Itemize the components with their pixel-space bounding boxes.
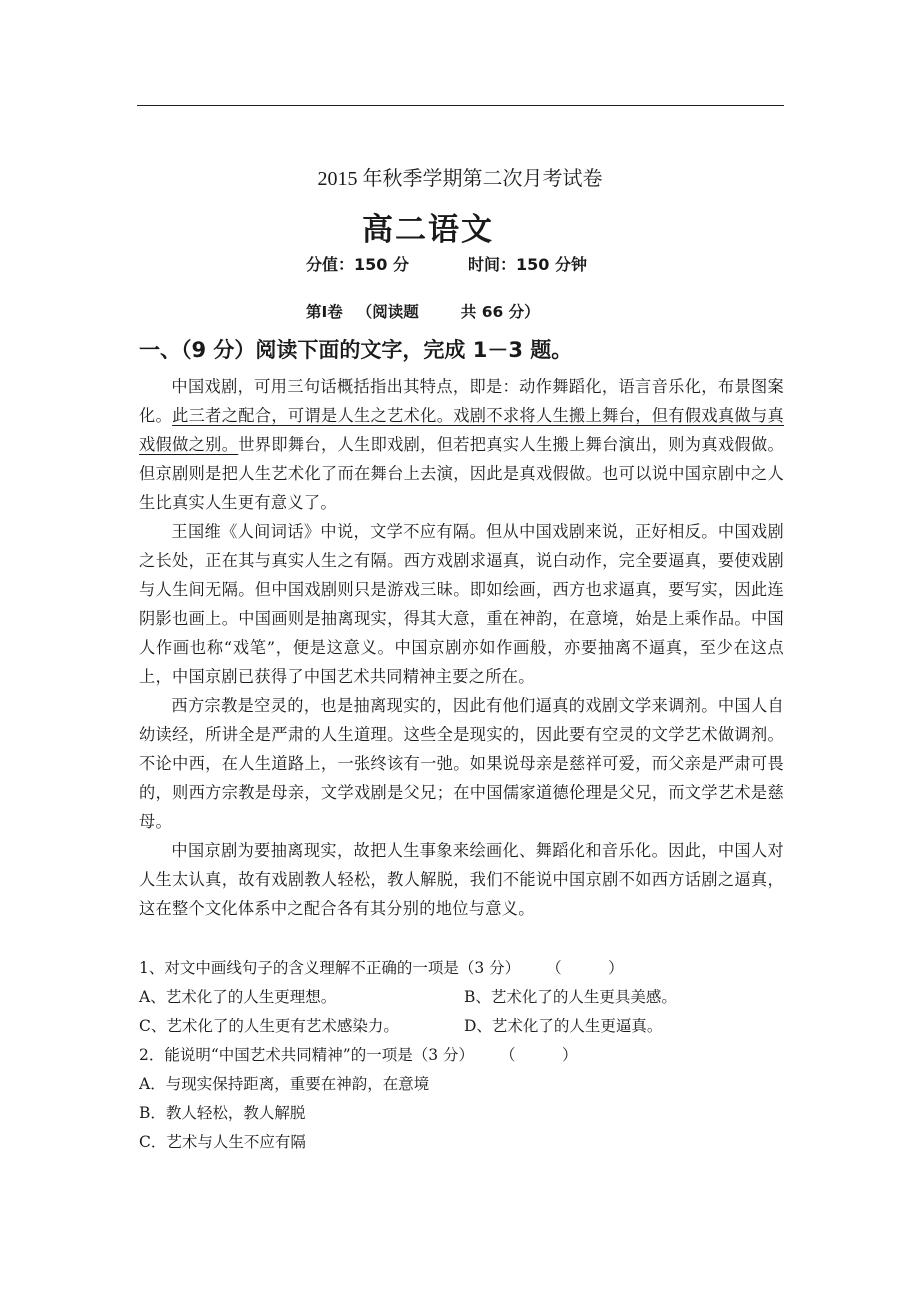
passage-paragraph-1 — [139, 372, 784, 517]
option-a: A、艺术化了的人生更理想。 — [139, 988, 337, 1006]
question-1-options-ab — [139, 983, 799, 1012]
questions — [139, 954, 799, 1157]
passage-paragraph-4: 中国京剧为要抽离现实，故把人生事象来绘画化、舞蹈化和音乐化。因此，中国人对人生太认真，故有戏剧教人轻松，教人解脱，我们不能说中国京剧不如西方话剧之逼真，这在整个文化体系中之配合各有其分别的地位与意义。 — [139, 841, 784, 918]
passage-paragraph-3: 西方宗教是空灵的，也是抽离现实的，因此有他们逼真的戏剧文学来调剂。中国人自幼读经，所讲全是严肃的人生道理。这些全是现实的，因此要有空灵的文学艺术做调剂。不论中西，在人生道路上，一张终该有一弛。如果说母亲是慈祥可爱，而父亲是严肃可畏的，则西方宗教是母亲，文学戏剧是父兄；在中国儒家道德伦理是父兄，而文学艺术是慈母。 — [139, 696, 784, 831]
exam-title: 2015 年秋季学期第二次月考试卷 — [317, 168, 603, 190]
p1-text-b: 世界即舞台，人生即戏剧，但若把真实人生搬上舞台演出，则为真戏假做。但京剧则是把人生艺术化了而在舞台上去演，因此是真戏假做。也可以说中国京剧中之人生比真实人生更有意义了。 — [139, 435, 784, 512]
option-b: B．教人轻松，教人解脱 — [139, 1104, 306, 1122]
subject-title: 高二语文 — [362, 212, 494, 248]
reading-passage — [139, 372, 784, 923]
option-d: D、艺术化了的人生更逼真。 — [464, 1017, 663, 1035]
question-1-options-cd — [139, 1012, 799, 1041]
passage-paragraph-2: 王国维《人间词话》中说，文学不应有隔。但从中国戏剧来说，正好相反。中国戏剧之长处，正在其与真实人生之有隔。西方戏剧求逼真，说白动作，完全要逼真，要使戏剧与人生间无隔。但中国戏剧则只是游戏三昧。即如绘画，西方也求逼真，要写实，因此连阴影也画上。中国画则是抽离现实，得其大意，重在神韵，在意境，始是上乘作品。中国人作画也称“戏笔”，便是这意义。中国京剧亦如作画般，亦要抽离不逼真，至少在这点上，中国京剧已获得了中国艺术共同精神主要之所在。 — [139, 522, 784, 686]
score-info: 分值：150 分 — [306, 255, 409, 274]
option-a: A．与现实保持距离，重要在神韵，在意境 — [139, 1075, 430, 1093]
time-info: 时间：150 分钟 — [468, 255, 587, 274]
part-total: 共 66 分） — [460, 303, 540, 321]
question-1-stem: 1、对文中画线句子的含义理解不正确的一项是（3 分） （ ） — [139, 954, 799, 983]
answer-blank: （ ） — [500, 1046, 578, 1064]
part-heading — [306, 300, 554, 322]
option-c: C、艺术化了的人生更有艺术感染力。 — [139, 1017, 399, 1035]
option-b: B、艺术化了的人生更具美感。 — [464, 988, 677, 1006]
option-c: C．艺术与人生不应有隔 — [139, 1133, 306, 1151]
question-2-stem: 2．能说明“中国艺术共同精神”的一项是（3 分） （ ） — [139, 1041, 799, 1070]
part-type: （阅读题 — [356, 303, 419, 321]
underlined-sentence: 此三者之配合，可谓是人生之艺术化。戏剧不求将人生搬上舞台，但有假戏真做与真戏假做之别。 — [139, 406, 784, 454]
section-heading: 一、（9 分）阅读下面的文字，完成 1－3 题。 — [139, 338, 573, 362]
answer-blank: （ ） — [546, 959, 624, 977]
header-rule — [137, 105, 784, 106]
part-name: 第Ⅰ卷 — [306, 303, 343, 321]
p1-text-a: 中国戏剧，可用三句话概括指出其特点，即是：动作舞蹈化，语言音乐化，布景图案化。 — [139, 377, 784, 425]
